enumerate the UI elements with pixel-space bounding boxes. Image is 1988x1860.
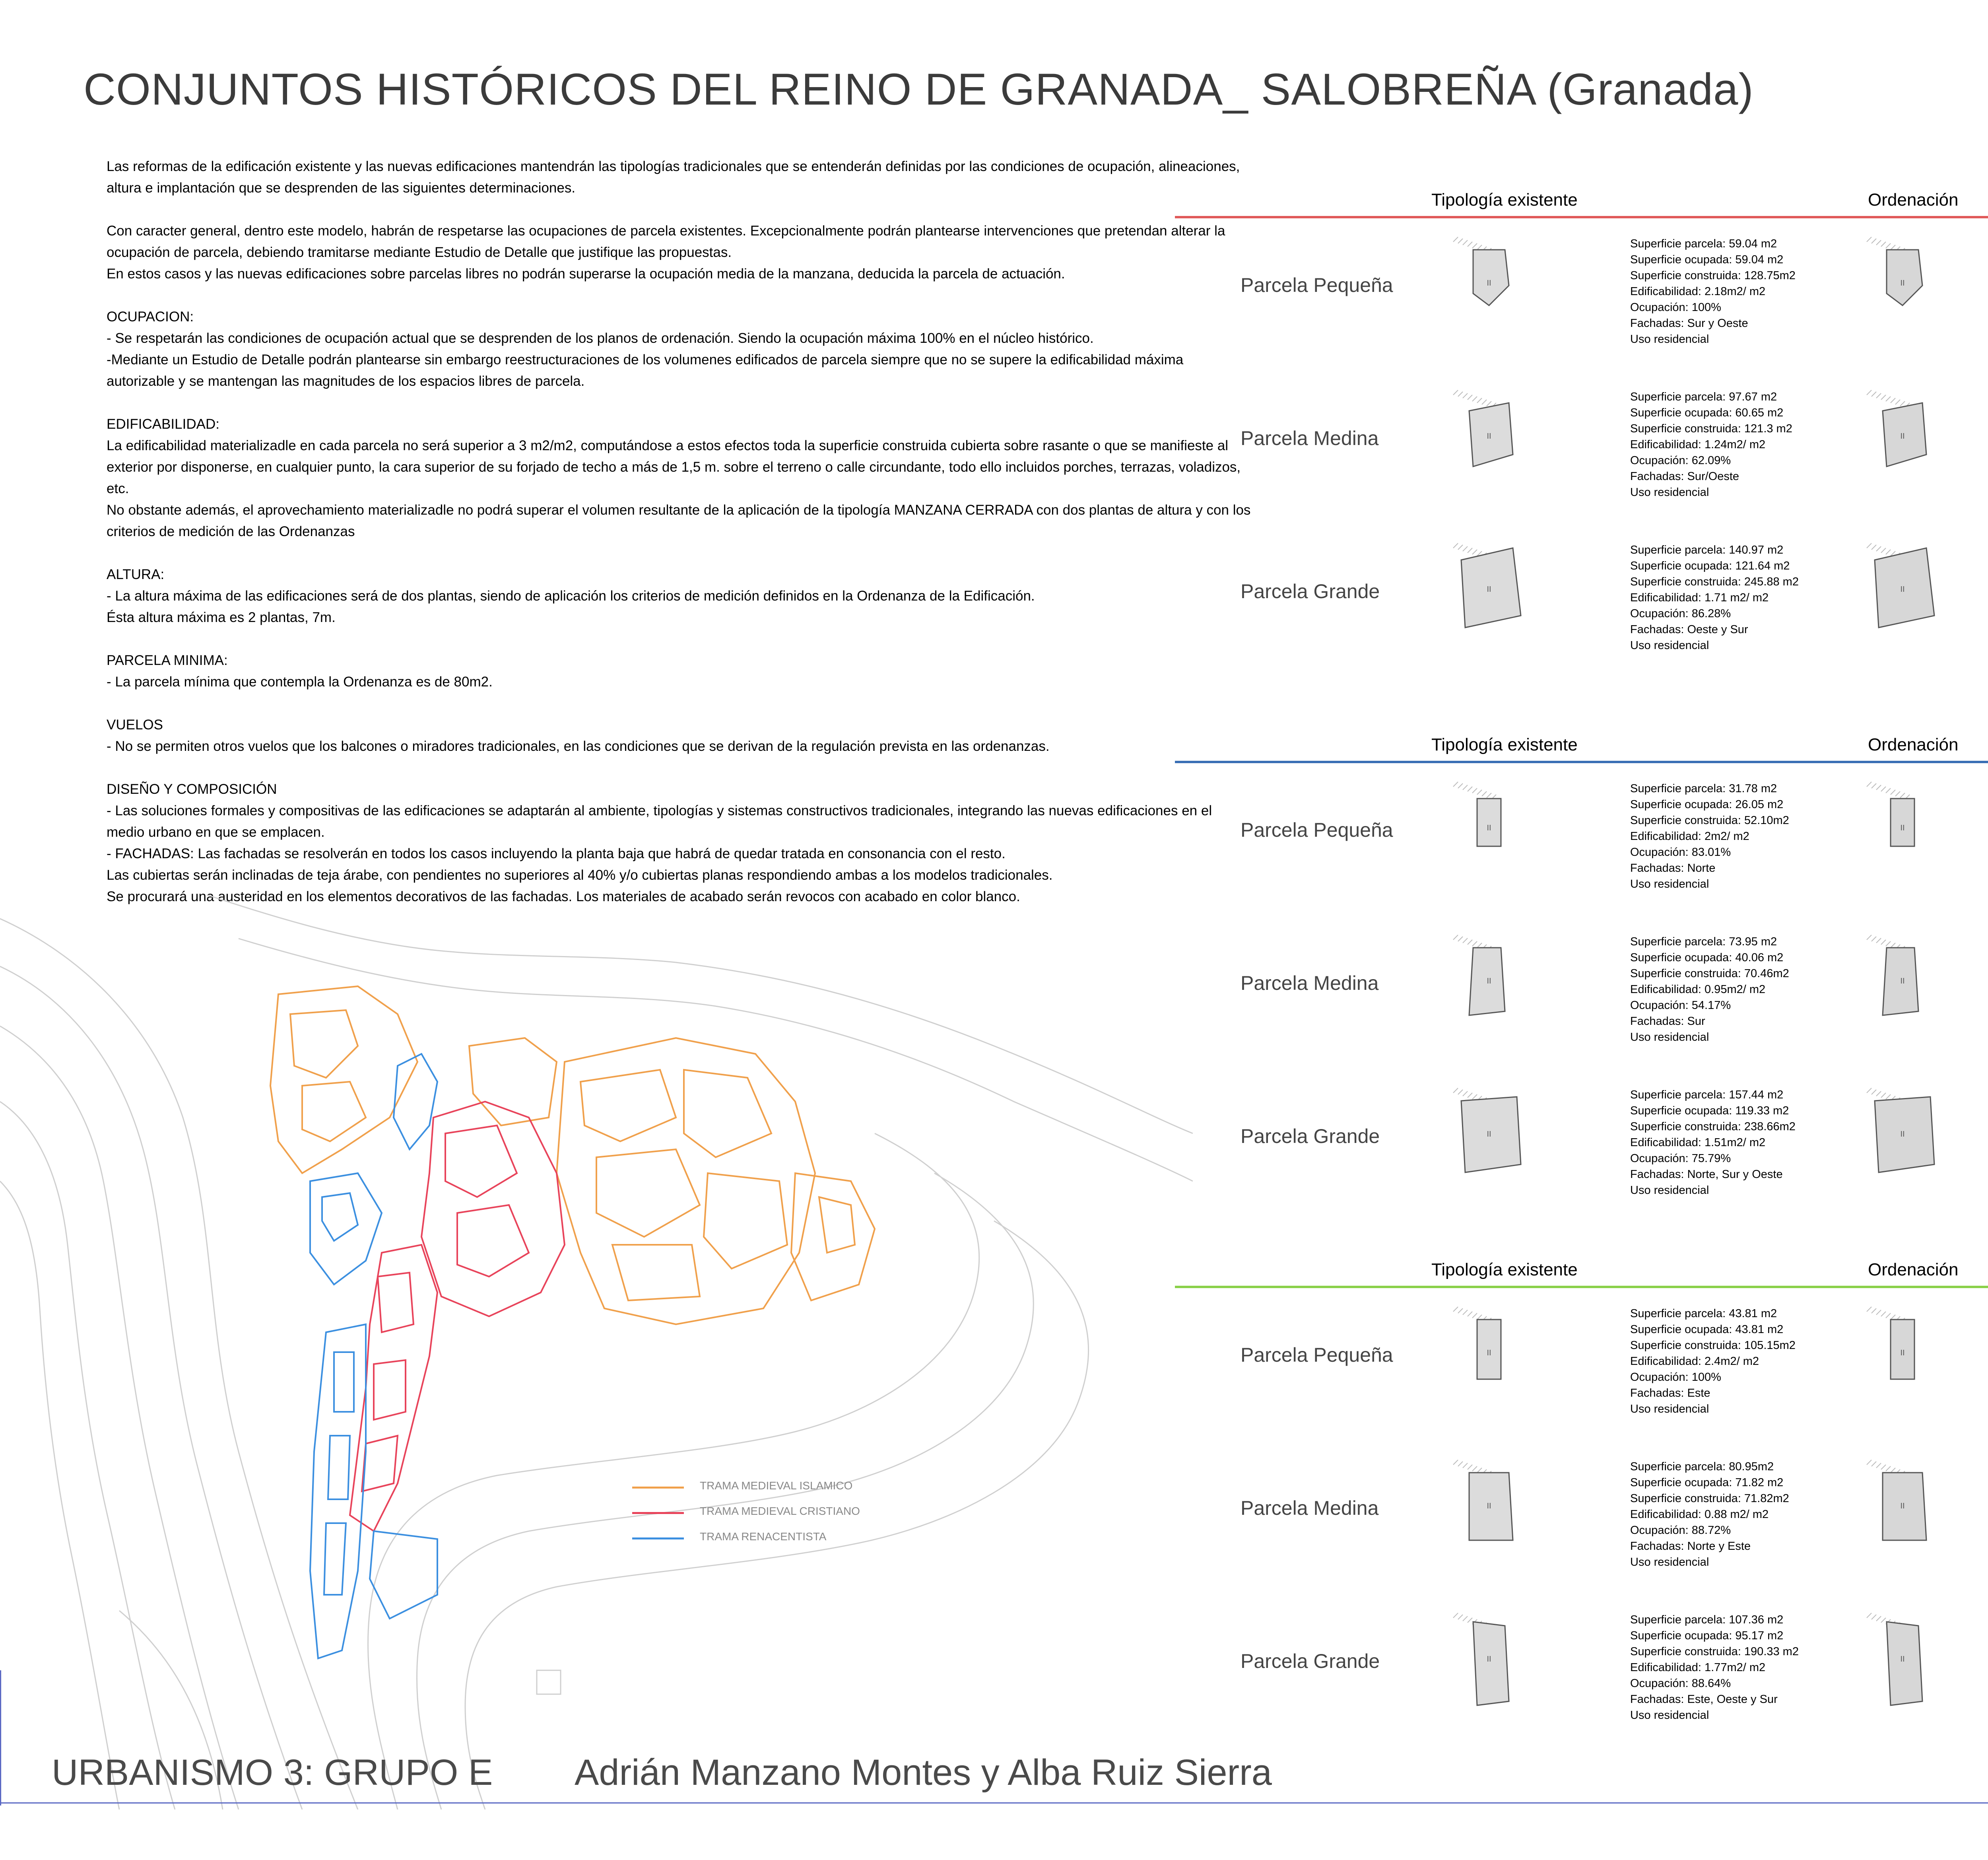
plot-plan-icon (1441, 379, 1537, 498)
section-heading: PARCELA MINIMA: (107, 653, 228, 668)
intro-paragraph: Las reformas de la edificación existente y las nuevas edificaciones mantendrán las tipologías tradicionales que se entenderán definidas por las condiciones de ocupación, alineaciones, altura e implantación que se desprenden de las siguientes determinaciones. (107, 159, 1240, 196)
parcel-type-label: Parcela Pequeña (1241, 1344, 1393, 1366)
rule-text: -Mediante un Estudio de Detalle podrán plantearse sin embargo reestructuraciones de los volumenes edificados de parcela siempre que no se supere la edificabilidad máxima autorizable y se mantengan las magnitudes de los espacios libres de parcela. (107, 352, 1184, 389)
existing-plan (1441, 771, 1537, 892)
parcel-stats: Superficie parcela: 157.44 m2 Superficie ocupada: 119.33 m2 Superficie construida: 238.66m2 Edificabilidad: 1.51m2/ m2 Ocupación: 75.79% Fachadas: Norte, Sur y Oeste Uso residencial (1630, 1088, 1796, 1197)
plot-plan-icon (1441, 924, 1537, 1043)
ordinance-plan (1855, 1449, 1950, 1570)
intro-paragraph: En estos casos y las nuevas edificaciones sobre parcelas libres no podrán superarse la ocupación media de la manzana, deducida la parcela de actuación. (107, 266, 1065, 282)
plot-plan-icon (1855, 1077, 1950, 1196)
floor-count-mark: II (1900, 279, 1905, 288)
rule-text: Las cubiertas serán inclinadas de teja árabe, con pendientes no superiores al 40% y/o cubiertas planas respondiendo ambas a los modelos tradicionales. (107, 867, 1053, 883)
header-tipologia: Tipología existente (1431, 190, 1578, 210)
floor-count-mark: II (1900, 977, 1905, 985)
authors-label: Adrián Manzano Montes y Alba Ruiz Sierra (575, 1752, 1272, 1793)
rule-text: - Las soluciones formales y compositivas de las edificaciones se adaptarán al ambiente, tipologías y sistemas constructivos tradicionales, integrando las nuevas edificaciones en el medio urbano en que se emplacen. (107, 803, 1212, 840)
parcel-stats: Superficie parcela: 59.04 m2 Superficie ocupada: 59.04 m2 Superficie construida: 128.75m2 Edificabilidad: 2.18m2/ m2 Ocupación: 100% Fachadas: Sur y Oeste Uso residencial (1630, 237, 1796, 346)
ordinance-plan (1855, 379, 1950, 500)
plot-plan-icon (1855, 771, 1950, 890)
regulations-text (107, 156, 1252, 908)
section-heading: EDIFICABILIDAD: (107, 416, 219, 432)
margin-divider (0, 1670, 1, 1806)
parcel-type-label: Parcela Grande (1241, 580, 1380, 603)
parcel-stats: Superficie parcela: 107.36 m2 Superficie ocupada: 95.17 m2 Superficie construida: 190.33 m2 Edificabilidad: 1.77m2/ m2 Ocupación: 88.64% Fachadas: Este, Oeste y Sur Uso residencial (1630, 1613, 1799, 1722)
floor-count-mark: II (1487, 279, 1491, 288)
ordinance-plan (1855, 1077, 1950, 1198)
section-heading: DISEÑO Y COMPOSICIÓN (107, 781, 277, 797)
floor-count-mark: II (1487, 824, 1491, 832)
floor-count-mark: II (1487, 585, 1491, 594)
page-title: CONJUNTOS HISTÓRICOS DEL REINO DE GRANADA_ SALOBREÑA (Granada) (83, 64, 1754, 114)
floor-count-mark: II (1487, 1502, 1491, 1510)
floor-count-mark: II (1900, 432, 1905, 441)
parcel-type-label: Parcela Medina (1241, 972, 1379, 994)
rule-text: - FACHADAS: Las fachadas se resolverán en todos los casos incluyendo la planta baja que habrá de quedar tratada en consonancia con el resto. (107, 846, 1006, 861)
header-tipologia: Tipología existente (1431, 735, 1578, 754)
ordinance-plan (1855, 1602, 1950, 1723)
section-rule (1175, 761, 1988, 763)
plot-plan-icon (1441, 771, 1537, 890)
header-ordenacion: Ordenación (1868, 735, 1959, 754)
existing-plan (1441, 532, 1537, 653)
floor-count-mark: II (1900, 824, 1905, 832)
floor-count-mark: II (1487, 1655, 1491, 1664)
parcel-type-label: Parcela Pequeña (1241, 819, 1393, 841)
existing-plan (1441, 1296, 1537, 1417)
plot-plan-icon (1441, 1602, 1537, 1721)
plot-plan-icon (1441, 1077, 1537, 1196)
floor-count-mark: II (1900, 1130, 1905, 1139)
parcel-stats: Superficie parcela: 140.97 m2 Superficie ocupada: 121.64 m2 Superficie construida: 245.88 m2 Edificabilidad: 1.71 m2/ m2 Ocupación: 86.28% Fachadas: Oeste y Sur Uso residencial (1630, 544, 1799, 652)
floor-count-mark: II (1487, 432, 1491, 441)
footer-divider (0, 1802, 1988, 1804)
existing-plan (1441, 379, 1537, 500)
legend-label: TRAMA MEDIEVAL ISLAMICO (700, 1479, 853, 1492)
existing-plan (1441, 1602, 1537, 1723)
parcel-type-label: Parcela Medina (1241, 427, 1379, 449)
section-heading: VUELOS (107, 717, 163, 733)
floor-count-mark: II (1900, 1502, 1905, 1510)
parcel-type-label: Parcela Pequeña (1241, 274, 1393, 296)
rule-text: Se procurará una austeridad en los elementos decorativos de las fachadas. Los materiales de acabado serán revocos con acabado en color blanco. (107, 889, 1020, 904)
header-ordenacion: Ordenación (1868, 1260, 1959, 1279)
intro-paragraph: Con caracter general, dentro este modelo, habrán de respetarse las ocupaciones de parcela existentes. Excepcionalmente podrán plantearse intervenciones que pretendan alterar la ocupación de parcela, debiendo tramitarse mediante Estudio de Detalle que justifique las propuestas. (107, 223, 1225, 260)
plot-plan-icon (1441, 1296, 1537, 1415)
existing-plan (1441, 924, 1537, 1045)
section-heading: ALTURA: (107, 567, 165, 582)
legend-swatch (632, 1537, 684, 1539)
plot-plan-icon (1855, 532, 1950, 651)
ordinance-plan (1855, 771, 1950, 892)
parcel-type-label: Parcela Grande (1241, 1650, 1380, 1672)
parcel-stats: Superficie parcela: 80.95m2 Superficie ocupada: 71.82 m2 Superficie construida: 71.82m2 Edificabilidad: 0.88 m2/ m2 Ocupación: 88.72% Fachadas: Norte y Este Uso residencial (1630, 1460, 1789, 1568)
floor-count-mark: II (1900, 585, 1905, 594)
plot-plan-icon (1441, 1449, 1537, 1568)
rule-text: - La altura máxima de las edificaciones será de dos plantas, siendo de aplicación los criterios de medición definidos en la Ordenanza de la Edificación. (107, 588, 1035, 604)
course-label: URBANISMO 3: GRUPO E (52, 1752, 493, 1793)
legend-swatch (632, 1512, 684, 1514)
plot-plan-icon (1855, 379, 1950, 498)
section-rule (1175, 1286, 1988, 1288)
existing-plan (1441, 226, 1537, 347)
rule-text: Ésta altura máxima es 2 plantas, 7m. (107, 610, 336, 625)
existing-plan (1441, 1077, 1537, 1198)
existing-plan (1441, 1449, 1537, 1570)
legend-label: TRAMA RENACENTISTA (700, 1530, 827, 1543)
rule-text: - No se permiten otros vuelos que los balcones o miradores tradicionales, en las condiciones que se derivan de la regulación prevista en las ordenanzas. (107, 739, 1050, 754)
section-rule (1175, 216, 1988, 218)
rule-text: No obstante además, el aprovechamiento materializadle no podrá superar el volumen resultante de la aplicación de la tipología MANZANA CERRADA con dos plantas de altura y con los criterios de medición de las Ordenanzas (107, 502, 1251, 539)
parcel-type-label: Parcela Grande (1241, 1125, 1380, 1147)
plot-plan-icon (1441, 532, 1537, 651)
plot-plan-icon (1855, 924, 1950, 1043)
ordinance-plan (1855, 532, 1950, 653)
parcel-type-label: Parcela Medina (1241, 1497, 1379, 1519)
rule-text: - Se respetarán las condiciones de ocupación actual que se desprenden de los planos de ordenación. Siendo la ocupación máxima 100% en el núcleo histórico. (107, 330, 1094, 346)
header-ordenacion: Ordenación (1868, 190, 1959, 210)
urban-plan-map (0, 895, 1193, 1809)
ordinance-plan (1855, 1296, 1950, 1417)
header-tipologia: Tipología existente (1431, 1260, 1578, 1279)
rule-text: - La parcela mínima que contempla la Ordenanza es de 80m2. (107, 674, 493, 690)
floor-count-mark: II (1487, 1130, 1491, 1139)
plot-plan-icon (1855, 1602, 1950, 1721)
floor-count-mark: II (1487, 977, 1491, 985)
floor-count-mark: II (1900, 1655, 1905, 1664)
floor-count-mark: II (1900, 1349, 1905, 1357)
parcel-stats: Superficie parcela: 97.67 m2 Superficie ocupada: 60.65 m2 Superficie construida: 121.3 m2 Edificabilidad: 1.24m2/ m2 Ocupación: 62.09% Fachadas: Sur/Oeste Uso residencial (1630, 391, 1792, 499)
parcel-stats: Superficie parcela: 73.95 m2 Superficie ocupada: 40.06 m2 Superficie construida: 70.46m2 Edificabilidad: 0.95m2/ m2 Ocupación: 54.17% Fachadas: Sur Uso residencial (1630, 935, 1789, 1044)
legend-swatch (632, 1487, 684, 1489)
parcel-stats: Superficie parcela: 43.81 m2 Superficie ocupada: 43.81 m2 Superficie construida: 105.15m2 Edificabilidad: 2.4m2/ m2 Ocupación: 100% Fachadas: Este Uso residencial (1630, 1307, 1796, 1415)
section-heading: OCUPACION: (107, 309, 194, 325)
plot-plan-icon (1855, 1449, 1950, 1568)
legend-label: TRAMA MEDIEVAL CRISTIANO (700, 1505, 860, 1517)
plot-plan-icon (1855, 1296, 1950, 1415)
ordinance-plan (1855, 226, 1950, 347)
ordinance-plan (1855, 924, 1950, 1045)
floor-count-mark: II (1487, 1349, 1491, 1357)
parcel-stats: Superficie parcela: 31.78 m2 Superficie ocupada: 26.05 m2 Superficie construida: 52.10m2 Edificabilidad: 2m2/ m2 Ocupación: 83.01% Fachadas: Norte Uso residencial (1630, 782, 1789, 890)
plot-plan-icon (1855, 226, 1950, 345)
rule-text: La edificabilidad materializadle en cada parcela no será superior a 3 m2/m2, computándose a estos efectos toda la superficie construida cubierta sobre rasante o que se manifieste al exterior por disponerse, en cualquier punto, la cara superior de su forjado de techo a más de 1,5 m. sobre el terreno o calle circundante, todo ello incluidos porches, terrazas, voladizos, etc. (107, 438, 1241, 496)
plot-plan-icon (1441, 226, 1537, 345)
